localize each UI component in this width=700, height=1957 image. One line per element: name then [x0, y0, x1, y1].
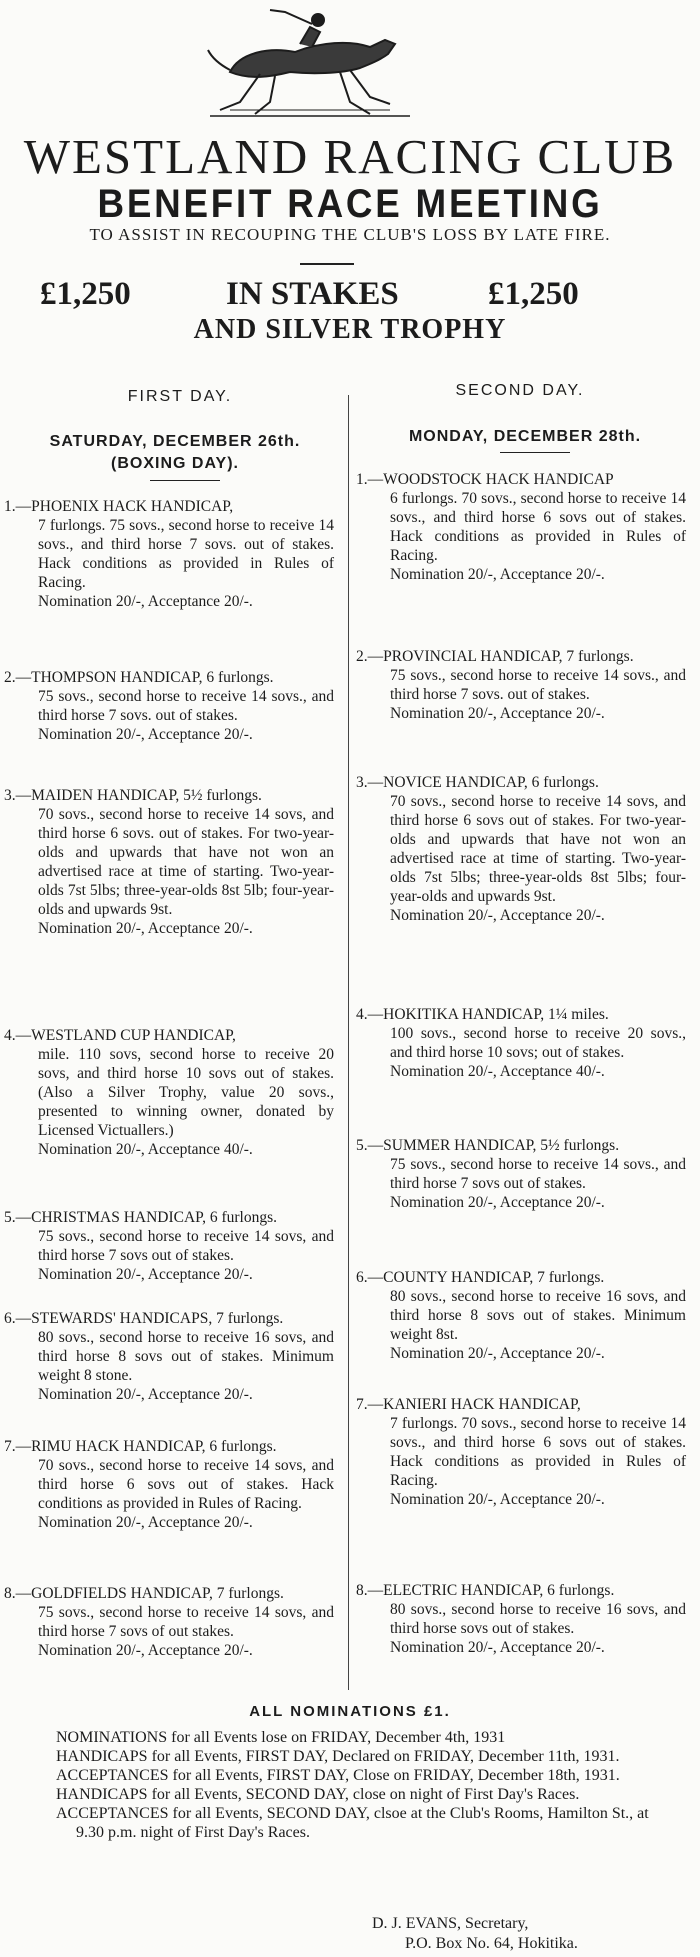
race-fees: Nomination 20/-, Acceptance 20/-.: [390, 1639, 605, 1656]
race-fees: Nomination 20/-, Acceptance 20/-.: [390, 907, 605, 924]
stakes-amount-right: £1,250: [488, 276, 579, 312]
race-title: 8.—ELECTRIC HANDICAP, 6 furlongs.: [356, 1582, 615, 1599]
race-title: 8.—GOLDFIELDS HANDICAP, 7 furlongs.: [4, 1585, 284, 1602]
divider: [150, 480, 220, 481]
notice-line: HANDICAPS for all Events, SECOND DAY, close on night of First Day's Races.: [56, 1786, 580, 1803]
race-fees: Nomination 20/-, Acceptance 20/-.: [390, 1194, 605, 1211]
race-fees: Nomination 20/-, Acceptance 20/-.: [390, 1345, 605, 1362]
race-title: 2.—THOMPSON HANDICAP, 6 furlongs.: [4, 669, 274, 686]
race-title: 4.—HOKITIKA HANDICAP, 1¼ miles.: [356, 1006, 609, 1023]
second-day-label: SECOND DAY.: [455, 382, 585, 399]
race-entry: [356, 470, 686, 584]
stakes-label: IN STAKES: [226, 276, 399, 312]
race-conditions: 70 sovs., second horse to receive 14 sovs, and third horse 6 sovs. out of stakes. For two-year-olds and upwards that have not won an advertised race at time of starting. Two-year-olds 7st 5lbs; three-year-olds 8st 5lb; four-year-olds and upwards 9st.: [38, 806, 334, 918]
race-entry: [4, 1309, 334, 1404]
race-conditions: 75 sovs., second horse to receive 14 sovs, and third horse 7 sovs out of stakes.: [38, 1228, 334, 1264]
race-conditions: mile. 110 sovs, second horse to receive 20 sovs, and third horse 10 sovs out of stakes. (Also a Silver Trophy, value 20 sovs., presented to winning owner, donated by Licensed Victuallers.): [38, 1046, 334, 1139]
race-entry: [356, 647, 686, 723]
divider: [500, 452, 570, 453]
column-divider: [348, 395, 349, 1690]
race-conditions: 80 sovs., second horse to receive 16 sovs, and third horse 8 sovs out of stakes. Minimum weight 8 stone.: [38, 1329, 334, 1384]
race-entry: [4, 668, 334, 744]
all-nominations-heading: ALL NOMINATIONS £1.: [249, 1703, 451, 1720]
notice-line: HANDICAPS for all Events, FIRST DAY, Declared on FRIDAY, December 11th, 1931.: [56, 1748, 620, 1765]
race-entry: [4, 786, 334, 938]
closing-dates: [20, 1728, 660, 1842]
race-title: 4.—WESTLAND CUP HANDICAP,: [4, 1027, 236, 1044]
race-title: 3.—MAIDEN HANDICAP, 5½ furlongs.: [4, 787, 262, 804]
race-entry: [4, 1208, 334, 1284]
divider: [300, 263, 354, 265]
race-title: 5.—CHRISTMAS HANDICAP, 6 furlongs.: [4, 1209, 277, 1226]
race-title: 2.—PROVINCIAL HANDICAP, 7 furlongs.: [356, 648, 634, 665]
race-title: 6.—COUNTY HANDICAP, 7 furlongs.: [356, 1269, 605, 1286]
race-title: 1.—WOODSTOCK HACK HANDICAP: [356, 471, 614, 488]
race-entry: [356, 1268, 686, 1363]
club-name: WESTLAND RACING CLUB: [23, 129, 677, 184]
race-fees: Nomination 20/-, Acceptance 20/-.: [38, 1514, 253, 1531]
first-day-label: FIRST DAY.: [127, 388, 233, 405]
race-fees: Nomination 20/-, Acceptance 20/-.: [38, 1642, 253, 1659]
race-conditions: 70 sovs., second horse to receive 14 sovs, and third horse 6 sovs out of stakes. For two-year-olds and upwards that have not won an advertised race at time of starting. Two-year-olds 7st 5lbs; three-year-olds 8st 5lbs; four-year-olds and upwards 9st.: [390, 793, 686, 905]
race-conditions: 75 sovs., second horse to receive 14 sovs., and third horse 7 sovs. out of stakes.: [390, 667, 686, 703]
race-conditions: 75 sovs., second horse to receive 14 sovs, and third horse 7 sovs of out stakes.: [38, 1604, 334, 1640]
race-fees: Nomination 20/-, Acceptance 20/-.: [38, 593, 253, 610]
race-entry: [4, 1026, 334, 1159]
race-entry: [356, 1395, 686, 1509]
race-fees: Nomination 20/-, Acceptance 20/-.: [38, 726, 253, 743]
race-conditions: 80 sovs., second horse to receive 16 sovs, and third horse 8 sovs out of stakes. Minimum weight 8st.: [390, 1288, 686, 1343]
race-title: 5.—SUMMER HANDICAP, 5½ furlongs.: [356, 1137, 620, 1154]
race-fees: Nomination 20/-, Acceptance 20/-.: [390, 566, 605, 583]
race-entry: [4, 497, 334, 611]
race-conditions: 70 sovs., second horse to receive 14 sovs, and third horse 6 sovs out of stakes. Hack conditions as provided in Rules of Racing.: [38, 1457, 334, 1512]
notice-line: ACCEPTANCES for all Events, FIRST DAY, Close on FRIDAY, December 18th, 1931.: [56, 1767, 620, 1784]
race-entry: [4, 1584, 334, 1660]
race-entry: [356, 1136, 686, 1212]
race-conditions: 7 furlongs. 75 sovs., second horse to receive 14 sovs., and third horse 7 sovs. out of stakes. Hack conditions as provided in Rules of Racing.: [38, 517, 334, 591]
race-conditions: 75 sovs., second horse to receive 14 sovs., and third horse 7 sovs out of stakes.: [390, 1156, 686, 1192]
second-day-date: MONDAY, DECEMBER 28th.: [408, 428, 642, 445]
race-conditions: 75 sovs., second horse to receive 14 sovs., and third horse 7 sovs. out of stakes.: [38, 688, 334, 724]
race-title: 7.—KANIERI HACK HANDICAP,: [356, 1396, 581, 1413]
stakes-amount-left: £1,250: [40, 276, 131, 312]
race-conditions: 80 sovs., second horse to receive 16 sovs, and third horse sovs out of stakes.: [390, 1601, 686, 1637]
race-fees: Nomination 20/-, Acceptance 20/-.: [390, 705, 605, 722]
secretary-signature: D. J. EVANS, Secretary,: [372, 1915, 529, 1932]
race-fees: Nomination 20/-, Acceptance 40/-.: [390, 1063, 605, 1080]
race-title: 7.—RIMU HACK HANDICAP, 6 furlongs.: [4, 1438, 277, 1455]
race-title: 3.—NOVICE HANDICAP, 6 furlongs.: [356, 774, 599, 791]
event-purpose: TO ASSIST IN RECOUPING THE CLUB'S LOSS BY LATE FIRE.: [89, 225, 611, 244]
race-fees: Nomination 20/-, Acceptance 20/-.: [38, 920, 253, 937]
trophy-line: AND SILVER TROPHY: [193, 314, 507, 345]
race-fees: Nomination 20/-, Acceptance 20/-.: [38, 1386, 253, 1403]
race-fees: Nomination 20/-, Acceptance 40/-.: [38, 1141, 253, 1158]
first-day-note: (BOXING DAY).: [111, 455, 239, 472]
race-conditions: 100 sovs., second horse to receive 20 sovs., and third horse 10 sovs; out of stakes.: [390, 1025, 686, 1061]
race-fees: Nomination 20/-, Acceptance 20/-.: [390, 1491, 605, 1508]
race-conditions: 7 furlongs. 70 sovs., second horse to receive 14 sovs., and third horse 6 sovs out of stakes. Hack conditions as provided in Rules of Racing.: [390, 1415, 686, 1489]
notice-line: ACCEPTANCES for all Events, SECOND DAY, clsoe at the Club's Rooms, Hamilton St., at 9.30 p.m. night of First Day's Races.: [56, 1805, 649, 1841]
race-title: 6.—STEWARDS' HANDICAPS, 7 furlongs.: [4, 1310, 284, 1327]
race-conditions: 6 furlongs. 70 sovs., second horse to receive 14 sovs., and third horse 6 sovs out of stakes. Hack conditions as provided in Rules of Racing.: [390, 490, 686, 564]
race-entry: [356, 773, 686, 925]
race-entry: [356, 1581, 686, 1657]
race-fees: Nomination 20/-, Acceptance 20/-.: [38, 1266, 253, 1283]
first-day-date: SATURDAY, DECEMBER 26th.: [49, 433, 301, 450]
notice-line: NOMINATIONS for all Events lose on FRIDAY, December 4th, 1931: [56, 1729, 506, 1746]
event-title: BENEFIT RACE MEETING: [97, 182, 603, 226]
secretary-address: P.O. Box No. 64, Hokitika.: [405, 1935, 578, 1952]
race-entry: [4, 1437, 334, 1532]
race-title: 1.—PHOENIX HACK HANDICAP,: [4, 498, 234, 515]
race-entry: [356, 1005, 686, 1081]
racehorse-and-jockey-icon: [200, 2, 420, 120]
